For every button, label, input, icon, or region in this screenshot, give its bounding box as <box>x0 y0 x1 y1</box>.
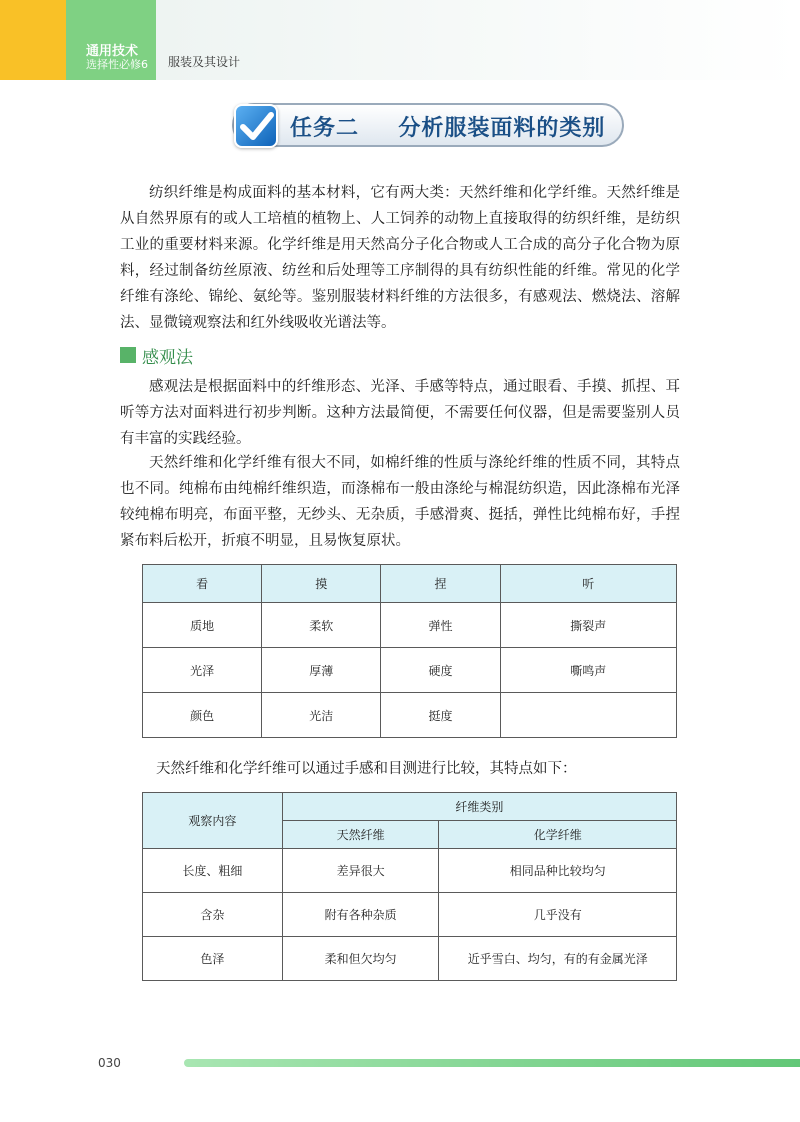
section-paragraph-1: 感观法是根据面料中的纤维形态、光泽、手感等特点，通过眼看、手摸、抓捏、耳听等方法对面料进行初步判断。这种方法最简便，不需要任何仪器，但是需要鉴别人员有丰富的实践经验。 <box>120 379 680 447</box>
table-row <box>143 648 677 693</box>
section-marker-icon <box>120 347 136 363</box>
fiber-compare-table <box>142 792 677 981</box>
header-band <box>156 0 800 80</box>
table-cell <box>500 693 676 738</box>
table-row <box>143 693 677 738</box>
table-cell: 质地 <box>143 603 262 648</box>
table-cell: 厚薄 <box>262 648 381 693</box>
table-row <box>143 849 677 893</box>
table-group-header: 纤维类别 <box>282 793 676 821</box>
table-row <box>143 893 677 937</box>
task-label: 任务二 <box>290 116 360 141</box>
chapter-title: 服装及其设计 <box>168 55 241 69</box>
checkmark-icon <box>234 104 278 148</box>
page-number: 030 <box>98 1056 121 1070</box>
section-title: 感观法 <box>142 348 193 368</box>
table-cell: 挺度 <box>381 693 500 738</box>
table-cell: 长度、粗细 <box>143 849 283 893</box>
table-cell: 撕裂声 <box>500 603 676 648</box>
task-title <box>290 111 605 142</box>
table-header-cell: 天然纤维 <box>282 821 439 849</box>
intro-paragraph: 纺织纤维是构成面料的基本材料，它有两大类：天然纤维和化学纤维。天然纤维是从自然界原有的或人工培植的植物上、人工饲养的动物上直接取得的纺织纤维，是纺织工业的重要材料来源。化学纤维是用天然高分子化合物或人工合成的高分子化合物为原料，经过制备纺丝原液、纺丝和后处理等工序制得的具有纺织性能的纤维。常见的化学纤维有涤纶、锦纶、氨纶等。鉴别服装材料纤维的方法很多，有感观法、燃烧法、溶解法、显微镜观察法和红外线吸收光谱法等。 <box>120 185 680 331</box>
task-name: 分析服装面料的类别 <box>398 116 606 141</box>
book-series: 选择性必修6 <box>86 58 148 71</box>
footer-bar <box>184 1059 800 1067</box>
table-cell: 柔和但欠均匀 <box>282 937 439 981</box>
table-cell: 颜色 <box>143 693 262 738</box>
table-cell: 弹性 <box>381 603 500 648</box>
table-cell: 含杂 <box>143 893 283 937</box>
table-header-cell: 化学纤维 <box>439 821 677 849</box>
table-cell: 光泽 <box>143 648 262 693</box>
table-cell: 硬度 <box>381 648 500 693</box>
table-cell: 差异很大 <box>282 849 439 893</box>
table-header-cell: 摸 <box>262 565 381 603</box>
table-cell: 相同品种比较均匀 <box>439 849 677 893</box>
sensory-table <box>142 564 677 738</box>
table-header-cell: 看 <box>143 565 262 603</box>
table-header-cell: 捏 <box>381 565 500 603</box>
table-row <box>143 937 677 981</box>
table-corner-header: 观察内容 <box>143 793 283 849</box>
table-cell: 嘶鸣声 <box>500 648 676 693</box>
compare-intro: 天然纤维和化学纤维可以通过手感和目测进行比较，其特点如下： <box>156 761 577 777</box>
table-header-row <box>143 793 677 821</box>
book-title: 通用技术 <box>86 44 139 59</box>
table-header-row <box>143 565 677 603</box>
table-cell: 光洁 <box>262 693 381 738</box>
table-cell: 近乎雪白、均匀，有的有金属光泽 <box>439 937 677 981</box>
section-paragraph-2: 天然纤维和化学纤维有很大不同，如棉纤维的性质与涤纶纤维的性质不同，其特点也不同。纯棉布由纯棉纤维织造，而涤棉布一般由涤纶与棉混纺织造，因此涤棉布光泽较纯棉布明亮，布面平整，无纱头、无杂质，手感滑爽、挺括，弹性比纯棉布好，手捏紧布料后松开，折痕不明显，且易恢复原状。 <box>120 455 680 549</box>
table-cell: 色泽 <box>143 937 283 981</box>
header-yellow-block <box>0 0 66 80</box>
table-cell: 柔软 <box>262 603 381 648</box>
table-header-cell: 听 <box>500 565 676 603</box>
table-cell: 几乎没有 <box>439 893 677 937</box>
table-row <box>143 603 677 648</box>
table-cell: 附有各种杂质 <box>282 893 439 937</box>
